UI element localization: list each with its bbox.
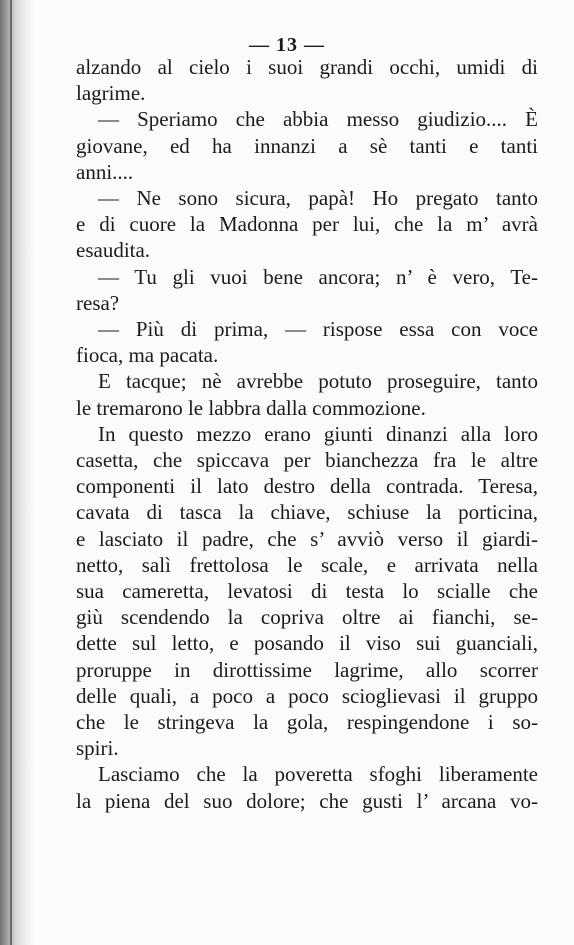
text-line: la piena del suo dolore; che gusti l’ arcana vo- [76, 788, 538, 813]
text-line: — Tu gli vuoi bene ancora; n’ è vero, Te- [98, 264, 538, 289]
text-line: proruppe in dirottissime lagrime, allo scorrer [76, 657, 538, 682]
text-line: — Speriamo che abbia messo giudizio.... È [98, 107, 538, 132]
text-line: lagrime. [76, 81, 146, 106]
text-line: Lasciamo che la poveretta sfoghi liberamente [98, 762, 538, 787]
text-line: — Più di prima, — rispose essa con voce [98, 317, 538, 342]
text-line: esaudita. [76, 238, 151, 263]
text-line: anni.... [76, 159, 134, 184]
text-line: sua cameretta, levatosi di testa lo scialle che [76, 579, 538, 604]
text-line: casetta, che spiccava per bianchezza fra le altre [76, 448, 538, 473]
text-line: che le stringeva la gola, respingendone i so- [76, 710, 538, 735]
text-line: giù scendendo la copriva oltre ai fianchi, se- [76, 605, 538, 630]
text-line: e lasciato il padre, che s’ avviò verso il giardi- [76, 526, 538, 551]
text-line: spiri. [76, 736, 119, 761]
text-line: giovane, ed ha innanzi a sè tanti e tanti [76, 133, 538, 158]
text-line: In questo mezzo erano giunti dinanzi alla loro [98, 421, 538, 446]
text-line: fioca, ma pacata. [76, 343, 219, 368]
body-text [76, 54, 538, 814]
text-line: componenti il lato destro della contrada. Teresa, [76, 474, 538, 499]
text-line: netto, salì frettolosa le scale, e arrivata nella [76, 552, 538, 577]
page-gutter [0, 0, 34, 945]
gutter-edge [10, 0, 12, 945]
text-line: dette sul letto, e posando il viso sui guanciali, [76, 631, 538, 656]
text-line: e di cuore la Madonna per lui, che la m’ avrà [76, 212, 538, 237]
text-line: — Ne sono sicura, papà! Ho pregato tanto [98, 186, 538, 211]
text-line: cavata di tasca la chiave, schiuse la porticina, [76, 500, 538, 525]
text-line: delle quali, a poco a poco scioglievasi il gruppo [76, 683, 538, 708]
text-line: resa? [76, 290, 120, 315]
text-line: le tremarono le labbra dalla commozione. [76, 395, 426, 420]
text-line: E tacque; nè avrebbe potuto proseguire, tanto [98, 369, 538, 394]
page-number: — 13 — [249, 34, 325, 56]
text-line: alzando al cielo i suoi grandi occhi, umidi di [76, 55, 538, 79]
